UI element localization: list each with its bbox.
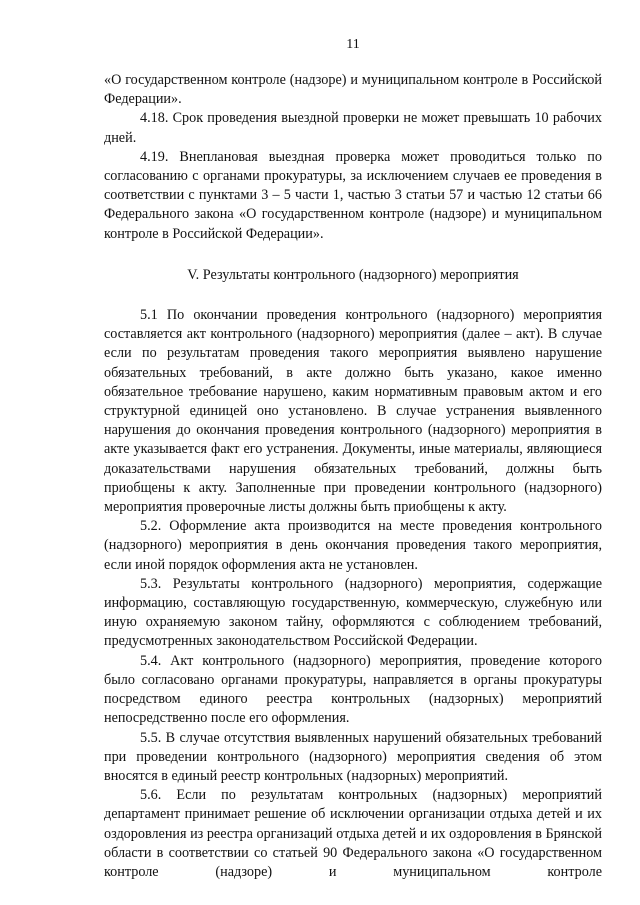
paragraph-5-5: 5.5. В случае отсутствия выявленных нарушений обязательных требований при проведении контрольного (надзорного) мероприятия сведения об этом вносятся в единый реестр контрольных (надзорных) мероприятий. xyxy=(104,729,602,784)
document-page xyxy=(104,36,602,882)
paragraph-4-18: 4.18. Срок проведения выездной проверки не может превышать 10 рабочих дней. xyxy=(104,110,602,146)
paragraph-5-1: 5.1 По окончании проведения контрольного (надзорного) мероприятия составляется акт контрольного (надзорного) мероприятия (далее – акт). В случае если по результатам проведения такого мероприятия выявлено нарушение обязательных требований, в акте должно быть указано, какое именно обязательное требование нарушено, каким нормативным правовым актом и его структурной единицей оно установлено. В случае устранения выявленного нарушения до окончания проведения контрольного (надзорного) мероприятия в акте указывается факт его устранения. Документы, иные материалы, являющиеся доказательствами нарушения обязательных требований, должны быть приобщены к акту. Заполненные при проведении контрольного (надзорного) мероприятия проверочные листы должны быть приобщены к акту. xyxy=(104,307,602,516)
paragraph-5-4: 5.4. Акт контрольного (надзорного) мероприятия, проведение которого было согласовано органами прокуратуры, направляется в органы прокуратуры посредством единого реестра контрольных (надзорных) мероприятий непосредственно после его оформления. xyxy=(104,652,602,727)
paragraph-continuation: «О государственном контроле (надзоре) и муниципальном контроле в Российской Федерации». xyxy=(104,72,602,108)
paragraph-4-19: 4.19. Внеплановая выездная проверка может проводиться только по согласованию с органами прокуратуры, за исключением случаев ее проведения в соответствии с пунктами 3 – 5 части 1, частью 3 статьи 57 и частью 12 статьи 66 Федерального закона «О государственном контроле (надзоре) и муниципальном контроле в Российской Федерации». xyxy=(104,148,602,242)
paragraph-5-3: 5.3. Результаты контрольного (надзорного) мероприятия, содержащие информацию, составляющую государственную, коммерческую, служебную или иную охраняемую законом тайну, оформляются с соблюдением требований, предусмотренных законодательством Российской Федерации. xyxy=(104,575,602,650)
section-heading: V. Результаты контрольного (надзорного) мероприятия xyxy=(187,266,519,283)
paragraph-5-2: 5.2. Оформление акта производится на месте проведения контрольного (надзорного) мероприятия в день окончания проведения такого мероприятия, если иной порядок оформления акта не установлен. xyxy=(104,518,602,573)
paragraph-5-6: 5.6. Если по результатам контрольных (надзорных) мероприятий департамент принимает решение об исключении организации отдыха детей и их оздоровления из реестра организаций отдыха детей и их оздоровления в Брянской области в соответствии со статьей 90 Федерального закона «О государственном контроле (надзоре) и муниципальном контроле xyxy=(104,787,602,880)
page-number: 11 xyxy=(346,37,360,52)
